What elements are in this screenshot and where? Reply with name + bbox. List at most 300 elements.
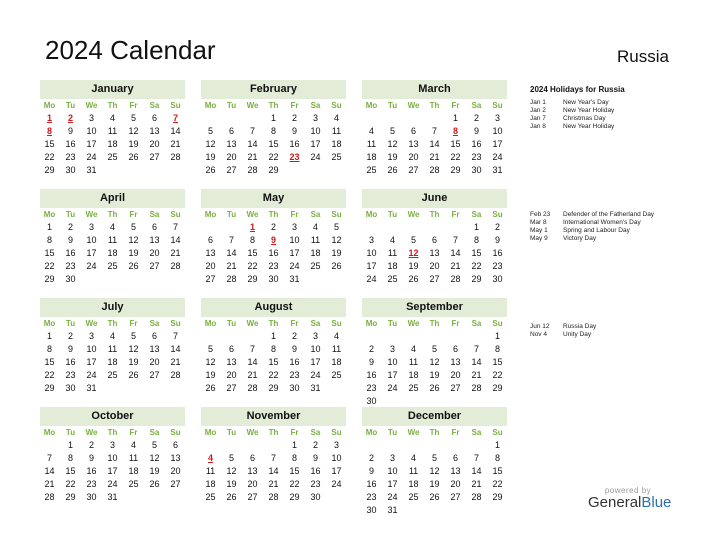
- day-cell: 7: [473, 344, 479, 354]
- empty-cell: [221, 221, 242, 234]
- day-cell: 11: [128, 453, 139, 463]
- month-days: [39, 317, 185, 395]
- holiday-name: New Year Holiday: [563, 123, 615, 130]
- month-title: November: [201, 407, 346, 426]
- weekday-header: Th: [107, 101, 118, 110]
- day-cell: 7: [46, 453, 52, 463]
- day-cell: 25: [331, 370, 342, 380]
- day-cell: 27: [226, 383, 237, 393]
- day-cell: 8: [473, 235, 479, 245]
- day-cell: 23: [366, 492, 377, 502]
- weekday-header: Tu: [65, 428, 76, 437]
- day-cell: 24: [86, 152, 97, 162]
- day-cell: 26: [128, 261, 139, 271]
- day-cell: 15: [65, 466, 76, 476]
- day-cell: 7: [228, 235, 234, 245]
- day-cell: 10: [86, 126, 97, 136]
- day-cell: 30: [268, 274, 279, 284]
- day-cell: 24: [289, 261, 300, 271]
- day-cell: 25: [366, 165, 377, 175]
- day-cell: 4: [333, 113, 339, 123]
- day-cell: 20: [247, 479, 258, 489]
- month-title: July: [40, 298, 185, 317]
- day-cell: 3: [494, 113, 500, 123]
- day-cell: 1: [46, 222, 52, 232]
- holiday-item: [530, 107, 614, 115]
- day-cell: 20: [226, 370, 237, 380]
- weekday-header: Mo: [204, 210, 217, 219]
- holiday-date: Feb 23: [530, 211, 551, 218]
- weekday-header: Fr: [129, 210, 138, 219]
- day-cell: 2: [494, 222, 500, 232]
- empty-cell: [200, 112, 221, 125]
- day-cell: 12: [128, 126, 139, 136]
- day-cell: 2: [312, 440, 318, 450]
- day-cell: 9: [312, 453, 318, 463]
- weekday-header: Mo: [365, 319, 378, 328]
- day-cell: 17: [387, 479, 398, 489]
- day-cell: 8: [494, 453, 500, 463]
- day-cell: 1: [494, 440, 500, 450]
- day-cell: 19: [387, 152, 398, 162]
- month-title: May: [201, 189, 346, 208]
- holiday-day: 1: [46, 113, 52, 123]
- day-cell: 15: [450, 139, 461, 149]
- day-cell: 26: [331, 261, 342, 271]
- empty-cell: [361, 221, 382, 234]
- day-cell: 2: [368, 344, 374, 354]
- weekday-header: Su: [492, 428, 503, 437]
- weekday-header: Su: [170, 101, 181, 110]
- day-cell: 28: [247, 383, 258, 393]
- day-cell: 10: [289, 235, 300, 245]
- month-march: [362, 80, 507, 177]
- brand-name-part2: Blue: [641, 494, 672, 511]
- weekday-header: We: [407, 428, 420, 437]
- month-days: [200, 208, 346, 286]
- empty-cell: [424, 439, 445, 452]
- day-cell: 20: [205, 261, 216, 271]
- day-cell: 14: [170, 344, 181, 354]
- weekday-header: Mo: [365, 428, 378, 437]
- day-cell: 20: [226, 152, 237, 162]
- day-cell: 1: [67, 440, 73, 450]
- empty-cell: [424, 112, 445, 125]
- holiday-group: [530, 99, 614, 131]
- day-cell: 23: [65, 152, 76, 162]
- holiday-day: 4: [207, 453, 213, 463]
- weekday-header: Su: [331, 210, 342, 219]
- day-cell: 13: [429, 248, 440, 258]
- month-february: [201, 80, 346, 177]
- day-cell: 25: [107, 261, 118, 271]
- day-cell: 6: [151, 331, 157, 341]
- day-cell: 7: [249, 126, 255, 136]
- holiday-item: [530, 99, 614, 107]
- day-cell: 3: [109, 440, 115, 450]
- day-cell: 15: [247, 248, 258, 258]
- empty-cell: [382, 221, 403, 234]
- weekday-header: Tu: [226, 319, 237, 328]
- weekday-header: Tu: [387, 319, 398, 328]
- day-cell: 5: [151, 440, 157, 450]
- holiday-group: [530, 323, 596, 339]
- weekday-header: Tu: [226, 210, 237, 219]
- day-cell: 26: [205, 165, 216, 175]
- day-cell: 24: [331, 479, 342, 489]
- day-cell: 3: [368, 235, 374, 245]
- month-days: [200, 317, 346, 395]
- empty-cell: [221, 330, 242, 343]
- day-cell: 17: [387, 370, 398, 380]
- weekday-header: Sa: [471, 101, 482, 110]
- day-cell: 4: [109, 113, 115, 123]
- day-cell: 3: [333, 440, 339, 450]
- day-cell: 10: [86, 344, 97, 354]
- weekday-header: Th: [429, 428, 440, 437]
- day-cell: 12: [226, 466, 237, 476]
- day-cell: 18: [366, 152, 377, 162]
- weekday-header: Tu: [226, 428, 237, 437]
- day-cell: 1: [46, 331, 52, 341]
- day-cell: 16: [289, 357, 300, 367]
- day-cell: 30: [310, 492, 321, 502]
- holiday-day: 7: [172, 113, 178, 123]
- day-cell: 12: [205, 139, 216, 149]
- day-cell: 18: [408, 370, 419, 380]
- day-cell: 31: [387, 505, 398, 515]
- day-cell: 8: [249, 235, 255, 245]
- day-cell: 17: [289, 248, 300, 258]
- day-cell: 26: [149, 479, 160, 489]
- weekday-header: Mo: [43, 101, 56, 110]
- holiday-date: Jan 2: [530, 107, 546, 114]
- empty-cell: [242, 112, 263, 125]
- day-cell: 7: [431, 126, 437, 136]
- day-cell: 15: [268, 357, 279, 367]
- day-cell: 22: [65, 479, 76, 489]
- day-cell: 18: [331, 139, 342, 149]
- weekday-header: We: [246, 101, 259, 110]
- day-cell: 15: [44, 139, 55, 149]
- day-cell: 25: [408, 383, 419, 393]
- day-cell: 30: [471, 165, 482, 175]
- day-cell: 23: [86, 479, 97, 489]
- day-cell: 28: [247, 165, 258, 175]
- day-cell: 16: [86, 466, 97, 476]
- weekday-header: Fr: [129, 101, 138, 110]
- empty-cell: [39, 439, 60, 452]
- day-cell: 4: [410, 453, 416, 463]
- empty-cell: [221, 439, 242, 452]
- weekday-header: Tu: [387, 210, 398, 219]
- day-cell: 14: [226, 248, 237, 258]
- empty-cell: [382, 439, 403, 452]
- weekday-header: Sa: [149, 319, 160, 328]
- day-cell: 5: [333, 222, 339, 232]
- day-cell: 23: [492, 261, 503, 271]
- day-cell: 16: [65, 357, 76, 367]
- day-cell: 12: [387, 139, 398, 149]
- day-cell: 17: [310, 139, 321, 149]
- day-cell: 10: [387, 357, 398, 367]
- weekday-header: Sa: [471, 210, 482, 219]
- empty-cell: [445, 221, 466, 234]
- day-cell: 2: [67, 222, 73, 232]
- holiday-date: Jan 7: [530, 115, 546, 122]
- day-cell: 29: [268, 383, 279, 393]
- weekday-header: Sa: [310, 210, 321, 219]
- day-cell: 27: [450, 492, 461, 502]
- day-cell: 7: [473, 453, 479, 463]
- day-cell: 28: [44, 492, 55, 502]
- day-cell: 30: [492, 274, 503, 284]
- empty-cell: [403, 330, 424, 343]
- month-days: [39, 99, 185, 177]
- day-cell: 11: [331, 126, 342, 136]
- day-cell: 13: [408, 139, 419, 149]
- month-title: October: [40, 407, 185, 426]
- day-cell: 15: [492, 357, 503, 367]
- day-cell: 28: [226, 274, 237, 284]
- day-cell: 6: [249, 453, 255, 463]
- day-cell: 5: [228, 453, 234, 463]
- day-cell: 29: [44, 274, 55, 284]
- weekday-header: Fr: [290, 428, 299, 437]
- holiday-day: 1: [249, 222, 255, 232]
- weekday-header: Sa: [149, 101, 160, 110]
- weekday-header: Sa: [149, 210, 160, 219]
- weekday-header: We: [85, 101, 98, 110]
- day-cell: 22: [450, 152, 461, 162]
- day-cell: 18: [205, 479, 216, 489]
- day-cell: 11: [387, 248, 398, 258]
- day-cell: 28: [170, 261, 181, 271]
- day-cell: 30: [289, 383, 300, 393]
- day-cell: 13: [450, 357, 461, 367]
- weekday-header: Th: [429, 210, 440, 219]
- day-cell: 16: [492, 248, 503, 258]
- weekday-header: Sa: [310, 428, 321, 437]
- day-cell: 14: [268, 466, 279, 476]
- day-cell: 12: [429, 357, 440, 367]
- month-title: April: [40, 189, 185, 208]
- month-title: February: [201, 80, 346, 99]
- day-cell: 21: [268, 479, 279, 489]
- holiday-date: Jan 1: [530, 99, 546, 106]
- weekday-header: Su: [331, 319, 342, 328]
- day-cell: 14: [44, 466, 55, 476]
- weekday-header: Sa: [310, 101, 321, 110]
- weekday-header: Su: [492, 101, 503, 110]
- day-cell: 9: [67, 126, 73, 136]
- day-cell: 13: [149, 235, 160, 245]
- day-cell: 11: [310, 235, 321, 245]
- day-cell: 12: [128, 235, 139, 245]
- day-cell: 5: [130, 113, 136, 123]
- day-cell: 26: [408, 274, 419, 284]
- empty-cell: [403, 439, 424, 452]
- weekday-header: Tu: [387, 428, 398, 437]
- holiday-name: Defender of the Fatherland Day: [563, 211, 655, 218]
- day-cell: 26: [226, 492, 237, 502]
- day-cell: 2: [67, 331, 73, 341]
- day-cell: 6: [452, 453, 458, 463]
- day-cell: 29: [450, 165, 461, 175]
- holiday-item: [530, 115, 614, 123]
- day-cell: 24: [492, 152, 503, 162]
- day-cell: 19: [429, 479, 440, 489]
- day-cell: 23: [268, 261, 279, 271]
- weekday-header: Tu: [226, 101, 237, 110]
- day-cell: 23: [65, 370, 76, 380]
- day-cell: 22: [247, 261, 258, 271]
- empty-cell: [445, 439, 466, 452]
- day-cell: 15: [44, 248, 55, 258]
- holiday-date: Jun 12: [530, 323, 550, 330]
- day-cell: 11: [205, 466, 216, 476]
- day-cell: 1: [452, 113, 458, 123]
- day-cell: 4: [333, 331, 339, 341]
- day-cell: 22: [471, 261, 482, 271]
- empty-cell: [242, 439, 263, 452]
- weekday-header: Th: [429, 101, 440, 110]
- weekday-header: Mo: [365, 101, 378, 110]
- day-cell: 19: [128, 248, 139, 258]
- day-cell: 27: [408, 165, 419, 175]
- holiday-item: [530, 211, 654, 219]
- weekday-header: Sa: [471, 428, 482, 437]
- day-cell: 28: [471, 492, 482, 502]
- day-cell: 21: [247, 370, 258, 380]
- day-cell: 3: [389, 344, 395, 354]
- day-cell: 21: [471, 370, 482, 380]
- day-cell: 3: [88, 331, 94, 341]
- weekday-header: Su: [170, 210, 181, 219]
- day-cell: 25: [310, 261, 321, 271]
- day-cell: 18: [310, 248, 321, 258]
- day-cell: 11: [408, 466, 419, 476]
- month-august: [201, 298, 346, 395]
- day-cell: 29: [492, 383, 503, 393]
- day-cell: 18: [107, 139, 118, 149]
- day-cell: 10: [331, 453, 342, 463]
- day-cell: 22: [492, 479, 503, 489]
- day-cell: 5: [431, 344, 437, 354]
- day-cell: 12: [331, 235, 342, 245]
- month-title: December: [362, 407, 507, 426]
- empty-cell: [424, 221, 445, 234]
- weekday-header: Fr: [290, 210, 299, 219]
- holiday-date: May 1: [530, 227, 548, 234]
- empty-cell: [361, 112, 382, 125]
- holiday-day: 8: [46, 126, 52, 136]
- day-cell: 31: [86, 383, 97, 393]
- day-cell: 6: [172, 440, 178, 450]
- day-cell: 27: [205, 274, 216, 284]
- day-cell: 28: [471, 383, 482, 393]
- day-cell: 14: [471, 466, 482, 476]
- day-cell: 16: [366, 479, 377, 489]
- day-cell: 13: [450, 466, 461, 476]
- day-cell: 23: [289, 370, 300, 380]
- weekday-header: Fr: [129, 428, 138, 437]
- weekday-header: Fr: [451, 319, 460, 328]
- weekday-header: We: [246, 428, 259, 437]
- day-cell: 13: [226, 139, 237, 149]
- powered-by-text: powered by: [604, 486, 652, 495]
- day-cell: 27: [429, 274, 440, 284]
- day-cell: 5: [389, 126, 395, 136]
- day-cell: 30: [65, 274, 76, 284]
- day-cell: 12: [429, 466, 440, 476]
- day-cell: 25: [107, 370, 118, 380]
- month-days: [200, 99, 346, 177]
- empty-cell: [200, 330, 221, 343]
- day-cell: 8: [46, 344, 52, 354]
- day-cell: 20: [408, 152, 419, 162]
- day-cell: 31: [107, 492, 118, 502]
- weekday-header: We: [407, 101, 420, 110]
- day-cell: 13: [149, 126, 160, 136]
- day-cell: 19: [226, 479, 237, 489]
- day-cell: 1: [291, 440, 297, 450]
- day-cell: 20: [170, 466, 181, 476]
- holiday-date: May 9: [530, 235, 548, 242]
- day-cell: 16: [65, 139, 76, 149]
- day-cell: 16: [289, 139, 300, 149]
- day-cell: 13: [205, 248, 216, 258]
- day-cell: 8: [291, 453, 297, 463]
- day-cell: 8: [270, 344, 276, 354]
- day-cell: 25: [128, 479, 139, 489]
- day-cell: 8: [46, 235, 52, 245]
- day-cell: 25: [107, 152, 118, 162]
- empty-cell: [424, 330, 445, 343]
- weekday-header: Su: [170, 428, 181, 437]
- weekday-header: Sa: [471, 319, 482, 328]
- day-cell: 8: [67, 453, 73, 463]
- day-cell: 10: [107, 453, 118, 463]
- brand-logo: [588, 486, 672, 511]
- day-cell: 20: [149, 139, 160, 149]
- weekday-header: Th: [268, 428, 279, 437]
- weekday-header: Th: [268, 101, 279, 110]
- day-cell: 1: [494, 331, 500, 341]
- day-cell: 31: [289, 274, 300, 284]
- month-days: [361, 208, 507, 286]
- day-cell: 3: [88, 113, 94, 123]
- day-cell: 30: [65, 165, 76, 175]
- day-cell: 28: [450, 274, 461, 284]
- weekday-header: Tu: [387, 101, 398, 110]
- empty-cell: [403, 221, 424, 234]
- day-cell: 1: [270, 331, 276, 341]
- day-cell: 21: [450, 261, 461, 271]
- day-cell: 26: [387, 165, 398, 175]
- weekday-header: We: [85, 428, 98, 437]
- day-cell: 25: [331, 152, 342, 162]
- day-cell: 22: [268, 152, 279, 162]
- day-cell: 29: [65, 492, 76, 502]
- day-cell: 8: [494, 344, 500, 354]
- month-title: June: [362, 189, 507, 208]
- day-cell: 29: [492, 492, 503, 502]
- day-cell: 9: [67, 344, 73, 354]
- brand-name-part1: General: [588, 494, 642, 511]
- day-cell: 24: [86, 261, 97, 271]
- day-cell: 19: [205, 370, 216, 380]
